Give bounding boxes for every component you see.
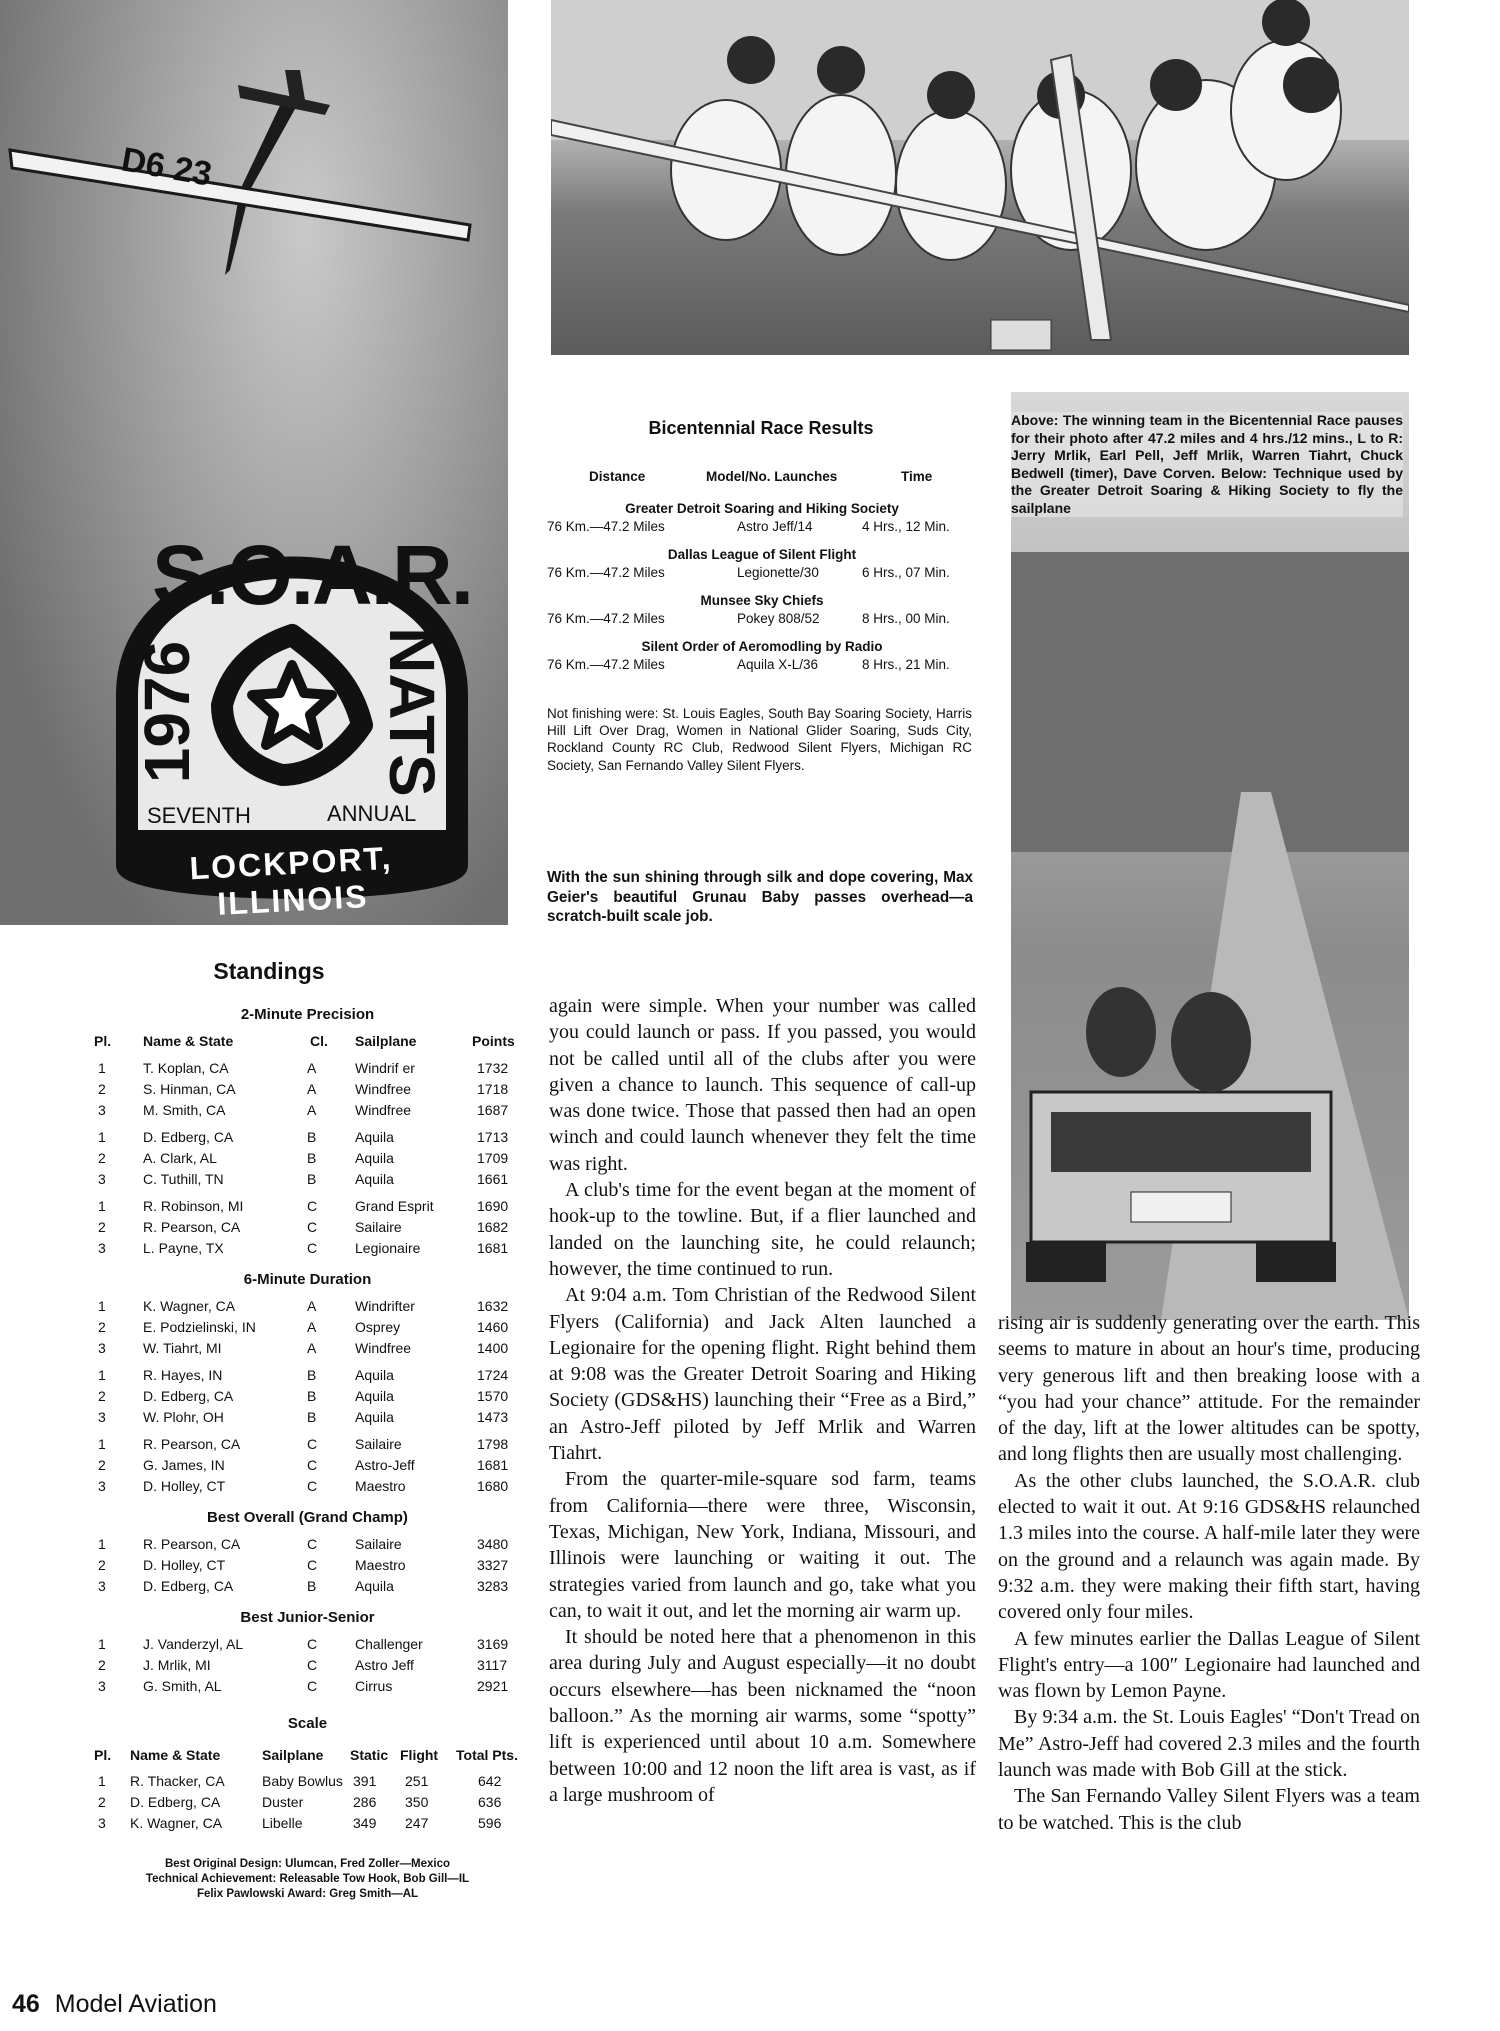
standings-sailplane: Maestro [355, 1557, 406, 1573]
patch-year: 1976 [131, 640, 203, 784]
standings-points: 3169 [477, 1636, 509, 1652]
standings-name: D. Edberg, CA [143, 1578, 234, 1594]
standings-class: C [307, 1198, 318, 1214]
standings-place: 1 [98, 1060, 106, 1076]
scale-cell: K. Wagner, CA [130, 1815, 223, 1831]
standings-place: 3 [98, 1102, 106, 1118]
paragraph: It should be noted here that a phenomenon in this area during July and August especially—it no doubt occurs elsewhere—has been nicknamed the “noon balloon.” As the morning air warms, some “spotty” lift is experienced until about 10 a.m. Somewhere between 10:00 and 12 noon the lift area is vast, as if a large mushroom of [549, 1626, 976, 1806]
scale-cell: 286 [353, 1794, 377, 1810]
standings-sailplane: Windfree [355, 1081, 412, 1097]
article-column-2 [549, 993, 976, 1808]
standings-place: 1 [98, 1436, 106, 1452]
standings-place: 2 [98, 1081, 106, 1097]
standings-place: 2 [98, 1319, 106, 1335]
standings-points: 3117 [477, 1657, 508, 1673]
race-result-row [547, 564, 977, 582]
standings-points: 1709 [477, 1150, 509, 1166]
standings-class: C [307, 1657, 318, 1673]
standings-points: 1460 [477, 1319, 509, 1335]
standings-sailplane: Challenger [355, 1636, 423, 1652]
scale-cell: 596 [478, 1815, 502, 1831]
standings-points: 1713 [477, 1129, 509, 1145]
scale-cell: Duster [262, 1794, 304, 1810]
standings-sailplane: Windfree [355, 1340, 412, 1356]
race-distance: 76 Km.—47.2 Miles [547, 611, 665, 626]
standings-class: A [307, 1081, 317, 1097]
patch-annual: ANNUAL [327, 801, 417, 826]
standings-sailplane: Cirrus [355, 1678, 393, 1694]
standings-sailplane: Sailaire [355, 1436, 402, 1452]
standings-place: 1 [98, 1536, 106, 1552]
standings-class: B [307, 1171, 317, 1187]
race-distance: 76 Km.—47.2 Miles [547, 565, 665, 580]
standings-points: 1570 [477, 1388, 509, 1404]
race-results-title: Bicentennial Race Results [648, 418, 874, 438]
standings-points: 3283 [477, 1578, 509, 1594]
header-model: Model/No. Launches [706, 469, 838, 484]
standings-place: 3 [98, 1478, 106, 1494]
standings-class: C [307, 1240, 318, 1256]
standings-name: D. Holley, CT [143, 1557, 226, 1573]
standings-section-title: 6-Minute Duration [243, 1271, 372, 1288]
page-number: 46 [12, 1990, 40, 2018]
standings-class: B [307, 1150, 317, 1166]
standings-sailplane: Sailaire [355, 1536, 402, 1552]
standings-place: 1 [98, 1636, 106, 1652]
standings-name: M. Smith, CA [143, 1102, 226, 1118]
photo-winning-team [551, 0, 1409, 355]
standings-section-title: 2-Minute Precision [240, 1006, 375, 1023]
standings-points: 1661 [477, 1171, 509, 1187]
standings-name: W. Tiahrt, MI [143, 1340, 222, 1356]
standings-class: C [307, 1557, 318, 1573]
standings-class: C [307, 1536, 318, 1552]
standings-class: C [307, 1219, 318, 1235]
standings-name: R. Pearson, CA [143, 1436, 241, 1452]
standings-name: R. Pearson, CA [143, 1536, 241, 1552]
glider-registration: D6 23 [118, 140, 215, 194]
standings-place: 2 [98, 1150, 106, 1166]
standings-points: 1473 [477, 1409, 509, 1425]
standings-class: B [307, 1367, 317, 1383]
paragraph: rising air is suddenly generating over the earth. This seems to mature in about an hour's time, producing very generous lift and then breaking loose with a “you had your chance” attitude. For the remainder of the day, lift at the lower altitudes can be spotty, and long flights then are usually most challenging. [998, 1312, 1420, 1466]
race-team-name: Greater Detroit Soaring and Hiking Society [625, 501, 899, 516]
standings-class: A [307, 1102, 317, 1118]
scale-cell: 251 [405, 1773, 429, 1789]
article-column-3 [998, 1310, 1420, 1836]
scale-header: Static [350, 1747, 389, 1763]
race-model: Legionette/30 [737, 565, 819, 580]
standings-sailplane: Windrifter [355, 1298, 415, 1314]
standings-sailplane: Aquila [355, 1409, 394, 1425]
standings-points: 1400 [477, 1340, 509, 1356]
paragraph: From the quarter-mile-square sod farm, teams from California—there were three, Wisconsin, Texas, Michigan, New York, Indiana, Missouri, and Illinois were launching or waiting it out. The strategies varied from launch and go, take what you can, to wait it out, and let the morning air warm up. [549, 1468, 976, 1622]
race-result-row [547, 518, 977, 536]
standings-sailplane: Legionaire [355, 1240, 421, 1256]
standings-points: 3480 [477, 1536, 509, 1552]
standings-place: 1 [98, 1367, 106, 1383]
standings-name: R. Hayes, IN [143, 1367, 223, 1383]
paragraph: By 9:34 a.m. the St. Louis Eagles' “Don't Tread on Me” Astro-Jeff had covered 2.3 miles and the fourth launch was made with Bob Gill at the stick. [998, 1706, 1420, 1782]
scale-cell: 391 [353, 1773, 377, 1789]
award-line: Best Original Design: Ulumcan, Fred Zoller—Mexico [164, 1858, 450, 1870]
standings-sailplane: Aquila [355, 1129, 394, 1145]
standings-points: 1680 [477, 1478, 509, 1494]
award-line: Felix Pawlowski Award: Greg Smith—AL [196, 1888, 419, 1900]
standings-sailplane: Windrif er [355, 1060, 415, 1076]
standings-place: 3 [98, 1240, 106, 1256]
standings-name: R. Pearson, CA [143, 1219, 241, 1235]
patch-location: LOCKPORT, ILLINOIS [188, 839, 394, 922]
standings-header-sailplane: Sailplane [355, 1033, 417, 1049]
race-distance: 76 Km.—47.2 Miles [547, 519, 665, 534]
standings-sailplane: Sailaire [355, 1219, 402, 1235]
standings-header-pl: Pl. [94, 1033, 112, 1049]
standings-class: B [307, 1129, 317, 1145]
standings-points: 1632 [477, 1298, 509, 1314]
standings-class: A [307, 1060, 317, 1076]
standings-header-name: Name & State [143, 1033, 234, 1049]
standings-table [0, 0, 540, 2031]
standings-class: C [307, 1478, 318, 1494]
standings-place: 2 [98, 1657, 106, 1673]
race-time: 6 Hrs., 07 Min. [862, 565, 950, 580]
standings-place: 1 [98, 1129, 106, 1145]
standings-name: E. Podzielinski, IN [143, 1319, 256, 1335]
scale-cell: 349 [353, 1815, 377, 1831]
standings-sailplane: Astro Jeff [355, 1657, 414, 1673]
standings-class: C [307, 1678, 318, 1694]
scale-cell: 1 [98, 1773, 106, 1789]
standings-points: 1687 [477, 1102, 509, 1118]
paragraph: A club's time for the event began at the moment of hook-up to the towline. But, if a flier launched and landed on the launching site, he could relaunch; however, the time continued to run. [549, 1179, 976, 1280]
race-team-name: Dallas League of Silent Flight [667, 547, 857, 562]
standings-place: 2 [98, 1557, 106, 1573]
race-model: Astro Jeff/14 [737, 519, 813, 534]
magazine-name: Model Aviation [54, 1990, 217, 2018]
standings-sailplane: Aquila [355, 1388, 394, 1404]
race-team-name: Silent Order of Aeromodling by Radio [641, 639, 883, 654]
standings-place: 2 [98, 1388, 106, 1404]
patch-nats: NATS [376, 627, 448, 797]
standings-class: B [307, 1578, 317, 1594]
standings-section-title: Best Overall (Grand Champ) [207, 1509, 408, 1526]
standings-place: 2 [98, 1219, 106, 1235]
standings-name: J. Mrlik, MI [143, 1657, 211, 1673]
race-time: 4 Hrs., 12 Min. [862, 519, 950, 534]
standings-name: K. Wagner, CA [143, 1298, 236, 1314]
standings-points: 2921 [477, 1678, 509, 1694]
standings-name: G. James, IN [143, 1457, 225, 1473]
standings-sailplane: Grand Esprit [355, 1198, 434, 1214]
standings-points: 1681 [477, 1240, 509, 1256]
scale-cell: R. Thacker, CA [130, 1773, 225, 1789]
race-time: 8 Hrs., 00 Min. [862, 611, 950, 626]
standings-name: A. Clark, AL [143, 1150, 217, 1166]
standings-sailplane: Aquila [355, 1578, 394, 1594]
race-model: Pokey 808/52 [737, 611, 820, 626]
patch-title: S.O.A.R. [152, 528, 473, 622]
scale-header: Pl. [94, 1747, 112, 1763]
standings-class: C [307, 1636, 318, 1652]
standings-points: 3327 [477, 1557, 509, 1573]
paragraph: The San Fernando Valley Silent Flyers was a team to be watched. This is the club [998, 1785, 1420, 1834]
race-results-header [551, 468, 971, 486]
standings-name: S. Hinman, CA [143, 1081, 236, 1097]
standings-sailplane: Aquila [355, 1367, 394, 1383]
paragraph: As the other clubs launched, the S.O.A.R. club elected to wait it out. At 9:16 GDS&HS relaunched 1.3 miles into the course. A half-mile later they were on the ground and a relaunch was again made. By 9:32 a.m. they were making their fifth start, having covered only four miles. [998, 1469, 1420, 1624]
race-team-name: Munsee Sky Chiefs [700, 593, 824, 608]
scale-header: Total Pts. [456, 1747, 518, 1763]
standings-class: B [307, 1409, 317, 1425]
patch-seventh: SEVENTH [147, 803, 251, 828]
standings-class: C [307, 1457, 318, 1473]
standings-name: D. Holley, CT [143, 1478, 226, 1494]
scale-cell: 247 [405, 1815, 429, 1831]
scale-cell: 642 [478, 1773, 502, 1789]
standings-name: W. Plohr, OH [143, 1409, 224, 1425]
standings-header-points: Points [472, 1033, 515, 1049]
standings-name: C. Tuthill, TN [143, 1171, 224, 1187]
race-distance: 76 Km.—47.2 Miles [547, 657, 665, 672]
standings-header-cl: Cl. [310, 1033, 328, 1049]
standings-place: 1 [98, 1198, 106, 1214]
award-line: Technical Achievement: Releasable Tow Hook, Bob Gill—IL [145, 1873, 470, 1885]
standings-name: D. Edberg, CA [143, 1129, 234, 1145]
standings-sailplane: Windfree [355, 1102, 412, 1118]
standings-place: 3 [98, 1578, 106, 1594]
scale-cell: 3 [98, 1815, 106, 1831]
race-not-finishing: Not finishing were: St. Louis Eagles, South Bay Soaring Society, Harris Hill Lift Over Drag, Women in National Glider Soaring, Suds City, Rockland County RC Club, Redwood Silent Flyers, Michigan RC Society, San Fernando Valley Silent Flyers. [547, 706, 972, 773]
scale-cell: D. Edberg, CA [130, 1794, 221, 1810]
standings-place: 3 [98, 1340, 106, 1356]
standings-points: 1690 [477, 1198, 509, 1214]
standings-points: 1732 [477, 1060, 509, 1076]
standings-place: 3 [98, 1171, 106, 1187]
race-result-row [547, 610, 977, 628]
standings-sailplane: Astro-Jeff [355, 1457, 415, 1473]
standings-name: G. Smith, AL [143, 1678, 222, 1694]
standings-sailplane: Aquila [355, 1150, 394, 1166]
standings-points: 1718 [477, 1081, 509, 1097]
standings-name: J. Vanderzyl, AL [143, 1636, 244, 1652]
standings-place: 1 [98, 1298, 106, 1314]
standings-section-title: Scale [287, 1715, 328, 1732]
scale-header: Name & State [130, 1747, 221, 1763]
race-model: Aquila X-L/36 [737, 657, 819, 672]
scale-cell: 2 [98, 1794, 106, 1810]
standings-points: 1798 [477, 1436, 509, 1452]
standings-class: A [307, 1340, 317, 1356]
standings-class: B [307, 1388, 317, 1404]
scale-header: Flight [400, 1747, 439, 1763]
paragraph: At 9:04 a.m. Tom Christian of the Redwood Silent Flyers (California) and Jack Alten launched a Legionaire for the opening flight. Right behind them at 9:08 was the Greater Detroit Soaring and Hiking Society (GDS&HS) launching their “Free as a Bird,” an Astro-Jeff piloted by Jeff Mrlik and Warren Tiahrt. [549, 1284, 976, 1465]
caption-grunau-baby: With the sun shining through silk and dope covering, Max Geier's beautiful Grunau Baby passes overhead—a scratch-built scale job. [547, 869, 973, 925]
standings-section-title: Best Junior-Senior [240, 1609, 375, 1626]
standings-sailplane: Osprey [355, 1319, 401, 1335]
standings-class: A [307, 1298, 317, 1314]
standings-points: 1724 [477, 1367, 509, 1383]
standings-class: C [307, 1436, 318, 1452]
scale-cell: 636 [478, 1794, 502, 1810]
scale-cell: Baby Bowlus [262, 1773, 343, 1789]
race-time: 8 Hrs., 21 Min. [862, 657, 950, 672]
photo-station-wagon [1011, 392, 1409, 1320]
standings-name: R. Robinson, MI [143, 1198, 244, 1214]
standings-points: 1682 [477, 1219, 509, 1235]
standings-name: D. Edberg, CA [143, 1388, 234, 1404]
standings-place: 2 [98, 1457, 106, 1473]
standings-points: 1681 [477, 1457, 509, 1473]
standings-sailplane: Maestro [355, 1478, 406, 1494]
standings-class: A [307, 1319, 317, 1335]
standings-name: L. Payne, TX [143, 1240, 224, 1256]
scale-cell: 350 [405, 1794, 429, 1810]
paragraph: A few minutes earlier the Dallas League of Silent Flight's entry—a 100″ Legionaire had launched and was flown by Lemon Payne. [998, 1627, 1420, 1703]
standings-name: T. Koplan, CA [143, 1060, 229, 1076]
header-distance: Distance [589, 469, 646, 484]
standings-sailplane: Aquila [355, 1171, 394, 1187]
scale-cell: Libelle [262, 1815, 303, 1831]
standings-place: 3 [98, 1409, 106, 1425]
page-footer [12, 1990, 217, 2019]
scale-header: Sailplane [262, 1747, 324, 1763]
header-time: Time [901, 469, 933, 484]
standings-title: Standings [213, 958, 325, 984]
paragraph: again were simple. When your number was called you could launch or pass. If you passed, you would not be called until all of the clubs after you were given a chance to launch. This sequence of call-up was done twice. Those that passed then had an open winch and could launch whenever they felt the time was right. [549, 995, 976, 1175]
race-result-row [547, 656, 977, 674]
standings-place: 3 [98, 1678, 106, 1694]
caption-winning-team: Above: The winning team in the Bicentennial Race pauses for their photo after 47.2 miles and 4 hrs./12 mins., L to R: Jerry Mrlik, Earl Pell, Jeff Mrlik, Warren Tiahrt, Chuck Bedwell (timer), Dave Corven. Below: Technique used by the Greater Detroit Soaring & Hiking Society to fly the sailplane [1011, 412, 1403, 516]
